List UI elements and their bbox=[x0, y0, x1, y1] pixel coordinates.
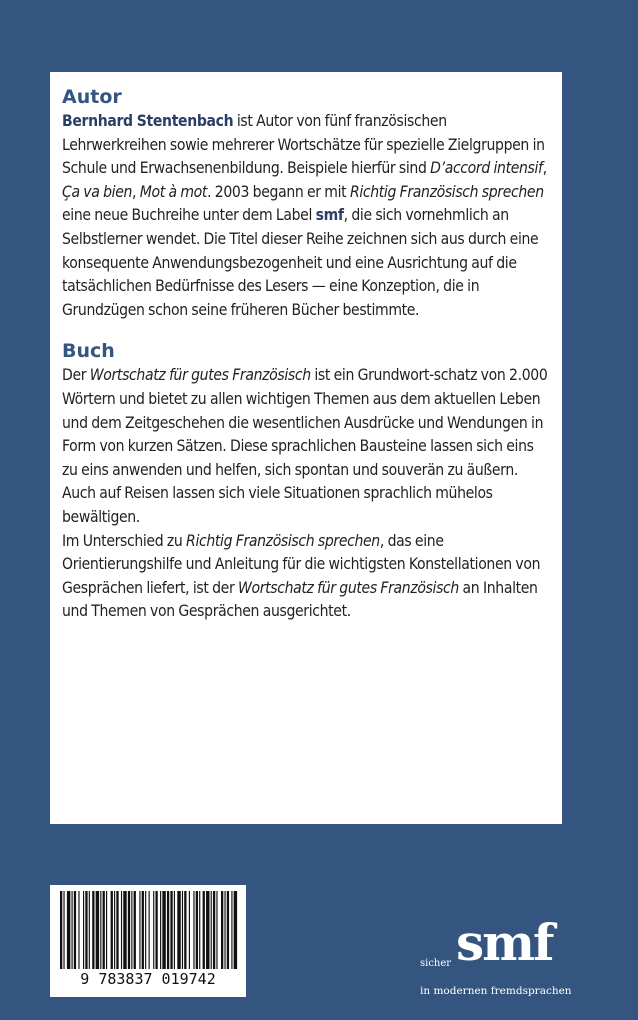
barcode-bar bbox=[184, 891, 186, 969]
barcode-bar bbox=[131, 891, 132, 969]
autor-heading: Autor bbox=[62, 86, 122, 108]
autor-text-2: . 2003 begann er mit bbox=[207, 182, 350, 201]
barcode-bar bbox=[128, 891, 130, 969]
barcode-bar bbox=[116, 891, 118, 969]
barcode-bar bbox=[145, 891, 146, 969]
autor-text-4: , die sich vornehmlich an Selbstlerner wendet. Die Titel dieser Reihe zeichnen sich aus durch eine konsequente Anwendungsbezogenheit und eine Ausrichtung auf die tatsächlichen Bedürfnisse des Lesers — eine Konzeption, die in Grundzügen schon seine früheren Bücher bestimmte. bbox=[62, 206, 539, 319]
barcode-bar bbox=[221, 891, 223, 969]
buch-text-2 bbox=[62, 530, 550, 624]
barcode-bar bbox=[114, 891, 115, 969]
blurb-panel bbox=[50, 72, 562, 824]
barcode-bars bbox=[58, 891, 238, 969]
barcode-bar bbox=[189, 891, 190, 969]
barcode-bar bbox=[106, 891, 107, 969]
separator-2: , bbox=[132, 182, 140, 201]
barcode-bar bbox=[162, 891, 165, 969]
barcode-bar bbox=[153, 891, 154, 969]
barcode-bar bbox=[199, 891, 200, 969]
barcode-bar bbox=[177, 891, 180, 969]
barcode-number: 9 783837 019742 bbox=[80, 970, 216, 988]
example-title-3: Mot à mot bbox=[139, 182, 208, 201]
label-name: smf bbox=[315, 206, 344, 225]
barcode-bar bbox=[139, 891, 140, 969]
barcode-bar bbox=[89, 891, 90, 969]
autor-text-1: ist Autor von fünf französischen Lehrwerkreihen sowie mehrerer Wortschätze für spezielle Zielgruppen in Schule und Erwachsenenbildung. Beispiele hierfür sind bbox=[62, 112, 545, 178]
barcode-bar bbox=[213, 891, 215, 969]
logo-tagline: in modernen fremdsprachen bbox=[420, 985, 572, 997]
barcode-bar bbox=[167, 891, 169, 969]
buch-text-1b: ist ein Grundwort-schatz von 2.000 Wörtern und bietet zu allen wichtigen Themen aus dem aktuellen Leben und dem Zeitgeschehen die wesentlichen Ausdrücke und Wendungen in Form von kurzen Sätzen. Diese sprachlichen Bausteine lassen sich eins zu eins anwenden und helfen, sich spontan und souverän zu äußern. Auch auf Reisen lassen sich viele Situationen sprachlich mühelos bewältigen. bbox=[62, 366, 548, 526]
barcode-bar bbox=[216, 891, 217, 969]
barcode-bar bbox=[211, 891, 212, 969]
barcode-bar bbox=[155, 891, 157, 969]
barcode-bar bbox=[78, 891, 79, 969]
buch-heading: Buch bbox=[62, 340, 115, 363]
barcode-bar bbox=[121, 891, 122, 969]
barcode-bar bbox=[92, 891, 94, 969]
author-name: Bernhard Stentenbach bbox=[62, 112, 234, 130]
barcode-bar bbox=[103, 891, 105, 969]
barcode-bar bbox=[206, 891, 209, 969]
book-title-1: Wortschatz für gutes Französisch bbox=[89, 366, 311, 385]
barcode-bar bbox=[142, 891, 144, 969]
barcode-bar bbox=[170, 891, 172, 969]
barcode-bar bbox=[67, 891, 70, 969]
barcode-bar bbox=[234, 891, 237, 969]
barcode-bar bbox=[160, 891, 161, 969]
buch-text-1 bbox=[62, 364, 550, 529]
book-title-3: Wortschatz für gutes Französisch bbox=[237, 578, 459, 597]
barcode-bar bbox=[193, 891, 194, 969]
barcode-bar bbox=[74, 891, 76, 969]
separator-1: , bbox=[542, 159, 547, 178]
barcode bbox=[50, 885, 246, 997]
barcode-bar bbox=[134, 891, 136, 969]
buch-text-2b: , das eine Orientierungshilfe und Anleitung für die wichtigsten Konstellationen von Gesprächen liefert, ist der bbox=[62, 531, 541, 597]
example-title-2: Ça va bien bbox=[62, 182, 133, 201]
autor-text-3: eine neue Buchreihe unter dem Label bbox=[62, 206, 316, 225]
barcode-bar bbox=[182, 891, 183, 969]
logo-sicher: sicher bbox=[420, 958, 452, 969]
barcode-bar bbox=[196, 891, 198, 969]
series-title: Richtig Französisch sprechen bbox=[349, 182, 544, 201]
barcode-bar bbox=[149, 891, 150, 969]
barcode-bar bbox=[100, 891, 101, 969]
barcode-bar bbox=[60, 891, 62, 969]
barcode-bar bbox=[96, 891, 99, 969]
barcode-bar bbox=[85, 891, 87, 969]
barcode-bar bbox=[231, 891, 232, 969]
buch-text-2a: Im Unterschied zu bbox=[62, 531, 187, 550]
barcode-bar bbox=[123, 891, 126, 969]
barcode-bar bbox=[83, 891, 84, 969]
smf-logo: smf bbox=[456, 913, 553, 972]
buch-text-1a: Der bbox=[62, 366, 90, 385]
autor-text bbox=[62, 110, 550, 322]
barcode-bar bbox=[174, 891, 175, 969]
barcode-bar bbox=[203, 891, 205, 969]
book-title-2: Richtig Französisch sprechen bbox=[186, 531, 380, 550]
barcode-bar bbox=[63, 891, 64, 969]
section-gap bbox=[62, 322, 550, 338]
barcode-bar bbox=[224, 891, 225, 969]
barcode-bar bbox=[72, 891, 73, 969]
example-title-1: D’accord intensif bbox=[430, 159, 543, 178]
barcode-bar bbox=[227, 891, 229, 969]
barcode-bar bbox=[111, 891, 113, 969]
buch-text-2c: an Inhalten und Themen von Gesprächen ausgerichtet. bbox=[62, 578, 538, 621]
